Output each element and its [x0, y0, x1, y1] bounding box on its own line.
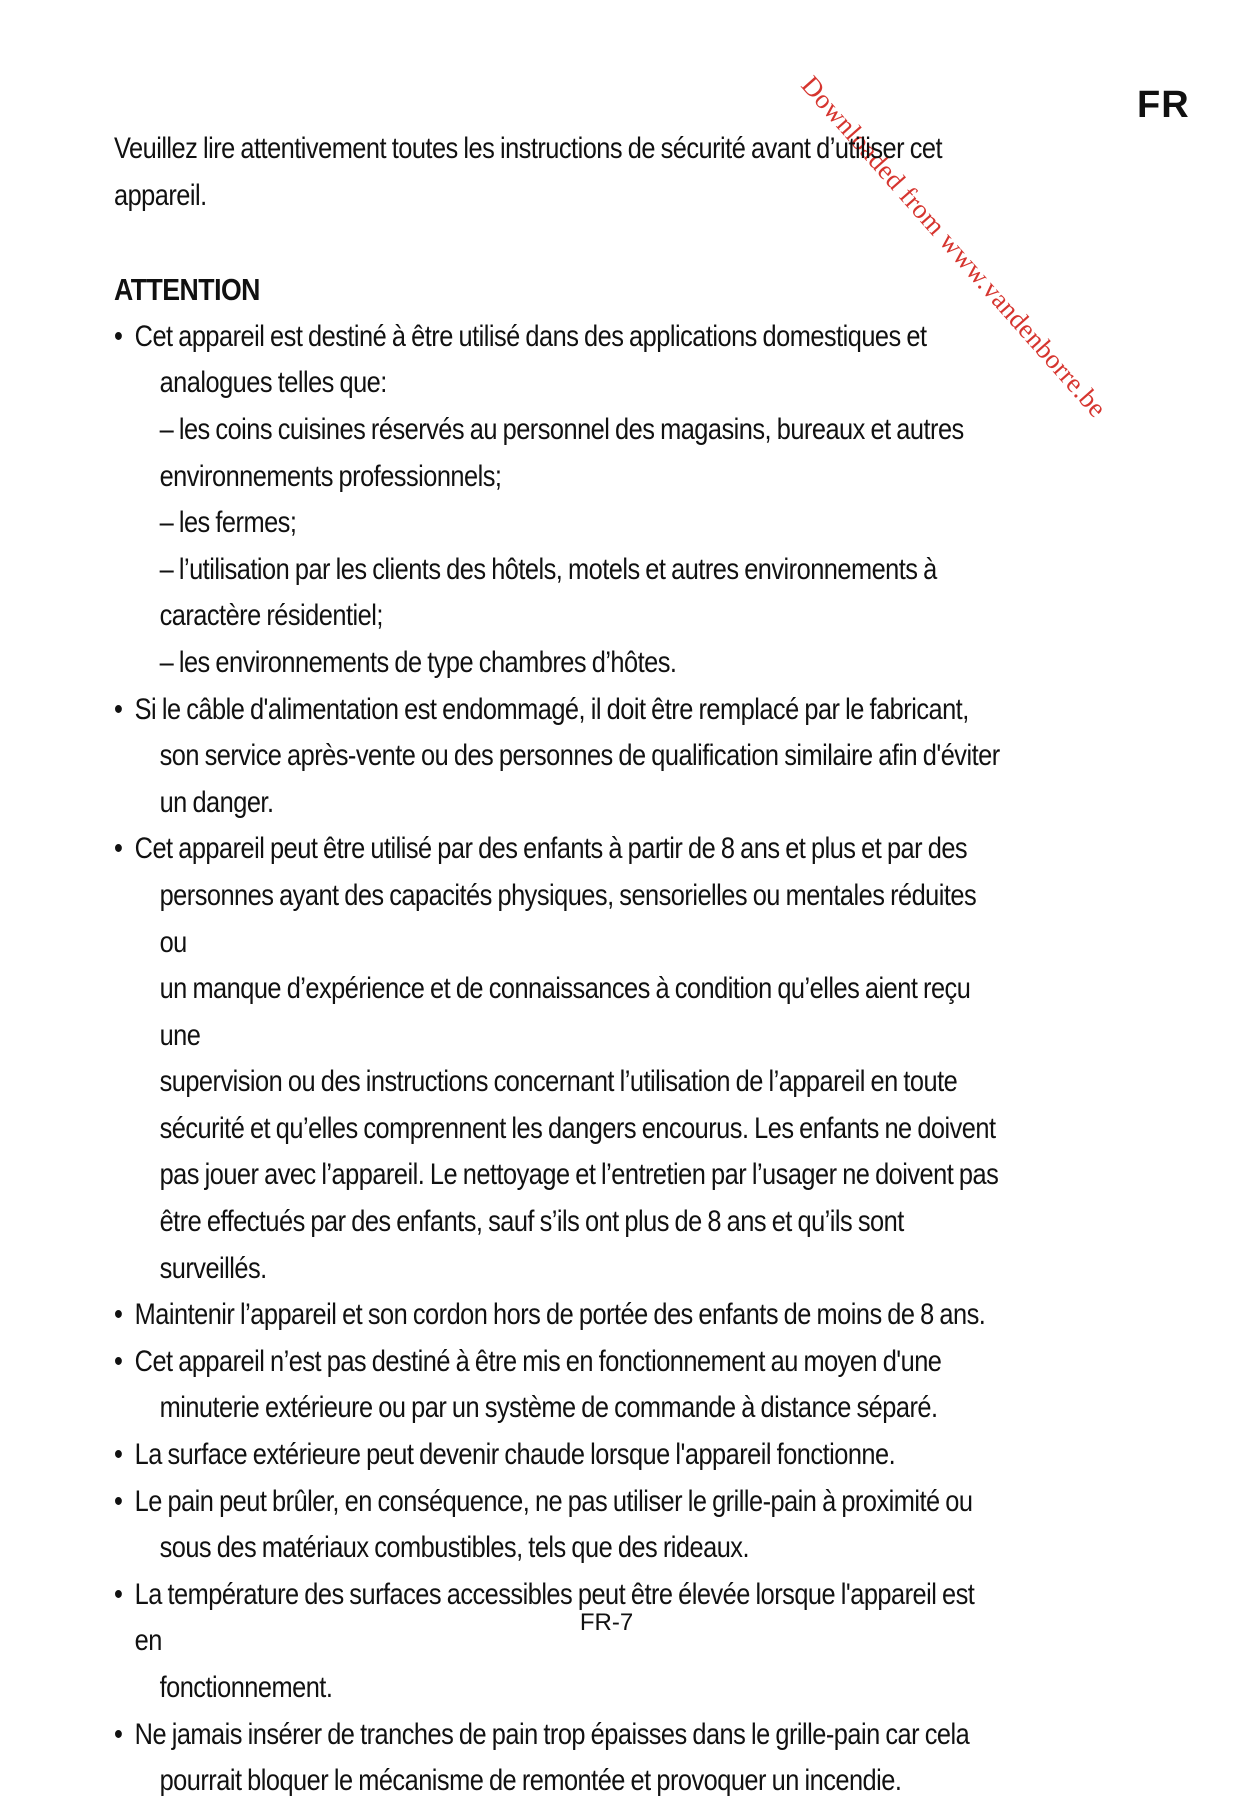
list-item-line: pas jouer avec l’appareil. Le nettoyage et l’entretien par l’usager ne doivent pas	[159, 1158, 999, 1192]
list-item-first-line: Cet appareil peut être utilisé par des enfants à partir de 8 ans et plus et par des	[134, 832, 968, 866]
list-item-first-line: La surface extérieure peut devenir chaude lorsque l'appareil fonctionne.	[134, 1438, 896, 1472]
list-item	[114, 1339, 1000, 1432]
section-heading: ATTENTION	[114, 272, 260, 308]
list-item-first-line: Le pain peut brûler, en conséquence, ne pas utiliser le grille-pain à proximité ou	[134, 1484, 973, 1518]
list-item-line: fonctionnement.	[159, 1671, 333, 1704]
list-item-line: son service après-vente ou des personnes de qualification similaire afin d'éviter	[159, 739, 1000, 773]
list-item-line: pourrait bloquer le mécanisme de remontée et provoquer un incendie.	[159, 1764, 902, 1798]
bullet-icon: •	[114, 1717, 123, 1751]
sub-item-line: – les fermes;	[159, 506, 297, 540]
intro-line: appareil.	[114, 178, 207, 212]
list-item	[114, 687, 1000, 827]
bullet-icon: •	[114, 1438, 123, 1472]
list-item	[114, 1479, 1000, 1572]
list-item-line: sécurité et qu’elles comprennent les dangers encourus. Les enfants ne doivent	[159, 1111, 996, 1145]
list-item-line: être effectués par des enfants, sauf s’ils ont plus de 8 ans et qu’ils sont surveillés.	[159, 1205, 904, 1285]
language-badge: FR	[1137, 84, 1190, 126]
sub-item-line: – l’utilisation par les clients des hôtels, motels et autres environnements à	[159, 552, 937, 586]
list-item-line: un danger.	[159, 785, 274, 819]
bullet-icon: •	[114, 692, 123, 726]
page-number: FR-7	[579, 1609, 634, 1636]
list-item-first-line: Si le câble d'alimentation est endommagé, il doit être remplacé par le fabricant,	[134, 692, 969, 726]
sub-item-line: – les coins cuisines réservés au personnel des magasins, bureaux et autres	[159, 412, 964, 446]
list-item-line: sous des matériaux combustibles, tels que des rideaux.	[159, 1531, 750, 1565]
list-item	[114, 314, 1000, 687]
bullet-list	[114, 314, 1000, 1805]
list-item-first-line: Ne jamais insérer de tranches de pain trop épaisses dans le grille-pain car cela	[134, 1717, 970, 1751]
bullet-icon: •	[114, 832, 123, 866]
list-item-line: personnes ayant des capacités physiques, sensorielles ou mentales réduites ou	[159, 878, 977, 959]
bullet-icon: •	[114, 1298, 123, 1332]
list-item	[114, 826, 1000, 1292]
sub-item-line: caractère résidentiel;	[159, 599, 383, 633]
sub-item-line: environnements professionnels;	[159, 459, 502, 493]
intro-paragraph	[114, 126, 1000, 219]
list-item	[114, 1292, 1000, 1339]
list-item-first-line: Maintenir l’appareil et son cordon hors de portée des enfants de moins de 8 ans.	[134, 1298, 986, 1332]
intro-line: Veuillez lire attentivement toutes les instructions de sécurité avant d’utiliser cet	[114, 132, 942, 165]
bullet-icon: •	[114, 319, 123, 353]
safety-instructions	[114, 126, 1000, 1805]
list-item-line: minuterie extérieure ou par un système de commande à distance séparé.	[159, 1391, 938, 1425]
bullet-icon: •	[114, 1484, 123, 1518]
bullet-icon: •	[114, 1577, 123, 1611]
list-item-line: supervision ou des instructions concernant l’utilisation de l’appareil en toute	[159, 1065, 958, 1099]
list-item	[114, 1572, 1000, 1712]
list-item-line: analogues telles que:	[159, 366, 387, 400]
list-item-line: un manque d’expérience et de connaissances à condition qu’elles aient reçu une	[159, 972, 971, 1052]
list-item-first-line: Cet appareil est destiné à être utilisé dans des applications domestiques et	[134, 319, 927, 353]
bullet-icon: •	[114, 1344, 123, 1378]
sub-item-line: – les environnements de type chambres d’hôtes.	[159, 645, 677, 679]
list-item	[114, 1432, 1000, 1479]
list-item	[114, 1712, 1000, 1805]
list-item-first-line: Cet appareil n’est pas destiné à être mis en fonctionnement au moyen d'une	[134, 1344, 942, 1378]
download-watermark: Downloaded from www.vandenborre.be	[795, 70, 1113, 424]
list-item-first-line: La température des surfaces accessibles peut être élevée lorsque l'appareil est en	[134, 1577, 975, 1658]
